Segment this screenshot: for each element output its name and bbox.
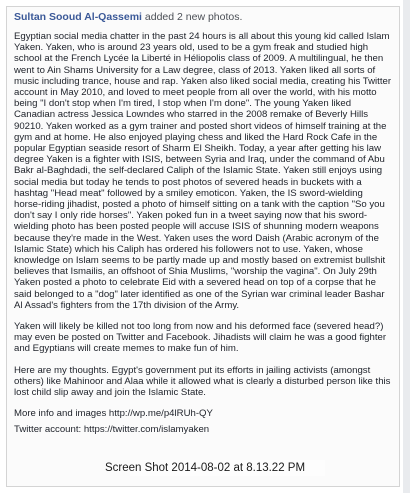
post-paragraph: Yaken will likely be killed not too long from now and his deformed face (severed head?) may even be posted on Twitter and Facebook. Jihadists will claim he was a good fighter and Egyptians will create memes to make fun of him. [14,321,387,355]
author-link[interactable]: Sultan Sooud Al-Qassemi [14,11,142,23]
twitter-account-line[interactable]: Twitter account: https://twitter.com/islamyaken [14,423,210,435]
post-body [14,31,392,435]
post-paragraph: Egyptian social media chatter in the past 24 hours is all about this young kid called Islam Yaken. Yaken, who is around 23 years old, used to be a gym freak and studied high school at the French Lycée la Liberté in Héliopolis class of 2009. A multilingual, he then went to Ain Shams University for a Law degree, class of 2013. Yaken liked all sorts of music including trance, house and rap. Yaken also liked social media, creating his Twitter account in May 2010, and loved to meet people from all over the world, with his motto being "I don't stop when I'm tired, I stop when I'm done". The young Yaken liked Canadian actress Jessica Lowndes who starred in the 2008 remake of Beverly Hills 90210. Yaken worked as a gym trainer and posted short videos of himself training at the gym and at home. He also enjoyed playing chess and liked the Hard Rock Cafe in the popular Egyptian seaside resort of Sharm El Sheikh. Today, a year after getting his law degree Yaken is a fighter with ISIS, between Syria and Iraq, under the command of Abu Bakr al-Baghdadi, the self-declared Caliph of the Islamic State. Yaken still enjoys using social media but today he tends to post photos of severed heads in buckets with a hashtag "Head meat" followed by a smiley emoticon. Yaken, the IS sword-wielding horse-riding jihadist, posted a photo of himself sitting on a tank with the caption "So you don't say I only ride horses". Yaken poked fun in a tweet saying now that his sword-wielding photo has been posted people will accuse ISIS of shunning modern weapons because they're made in the West. Yaken uses the word Daish (Arabic acronym of the Islamic State) which his Caliph has ordered his followers not to use. Yaken, whose knowledge on Islam seems to be partly made up and mostly based on extremist bullshit believes that Ismailis, an offshoot of Shia Muslims, "worship the vagina". On July 29th Yaken posted a photo to celebrate Eid with a severed head on top of a corpse that he said belonged to a "dog" later identified as one of the Syrian war criminal leader Bashar Al Assad's fighters from the 17th division of the Army. [14,31,392,311]
post-paragraph: Here are my thoughts. Egypt's government put its efforts in jailing activists (amongst others) like Mahinoor and Alaa while it allowed what is clearly a disturbed person like this lost child slip away and join the Islamic State. [14,364,391,399]
page-edge [403,0,410,493]
facebook-post [6,6,400,487]
post-action-text: added 2 new photos. [144,11,243,23]
post-header [14,11,393,24]
screenshot-caption: Screen Shot 2014-08-02 at 8.13.22 PM [104,462,306,474]
more-info-line[interactable]: More info and images http://wp.me/p4lRUh-QY [14,408,213,420]
